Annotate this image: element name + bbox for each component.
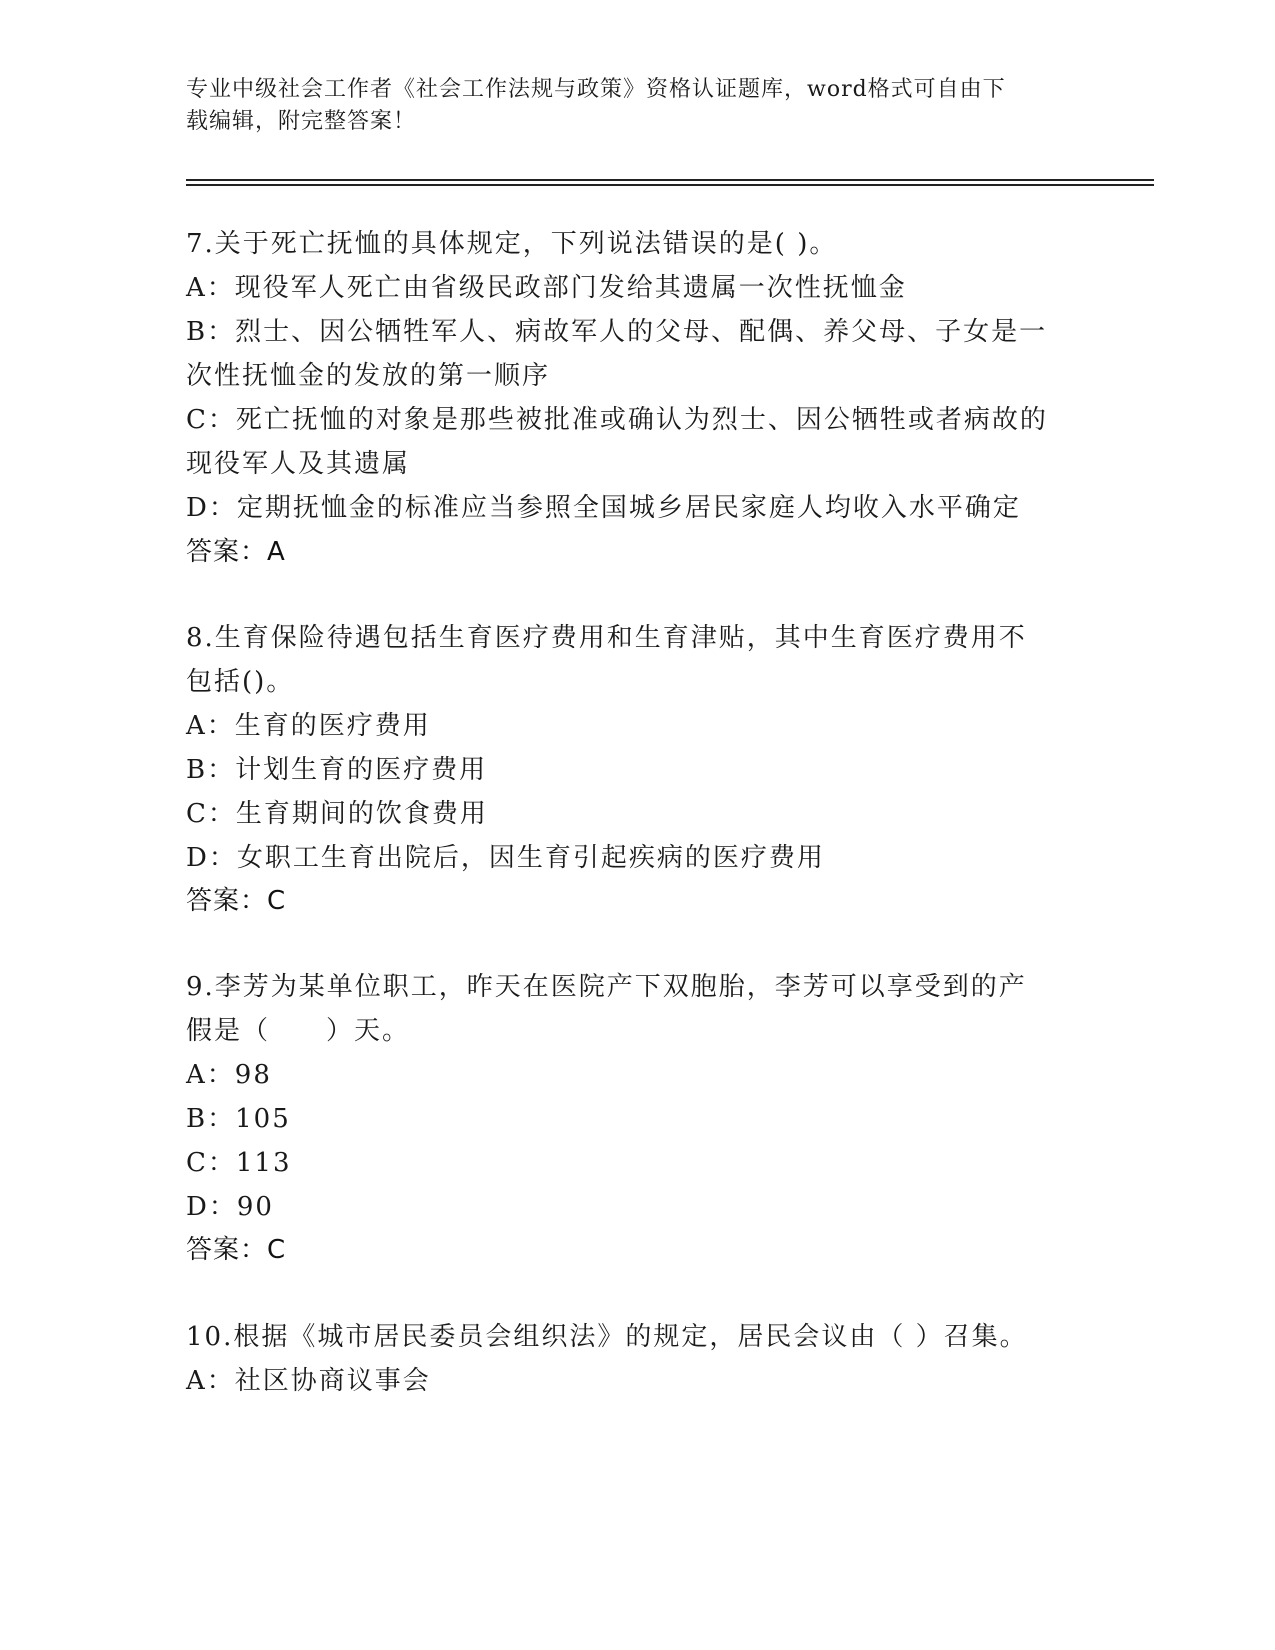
header-line-2: 载编辑，附完整答案！ xyxy=(186,109,417,134)
question-7-option-b-cont: 次性抚恤金的发放的第一顺序 xyxy=(186,361,551,391)
question-7-option-c: C：死亡抚恤的对象是那些被批准或确认为烈士、因公牺牲或者病故的 xyxy=(186,405,1048,435)
header-divider-bottom xyxy=(186,184,1154,186)
question-9-option-c: C：113 xyxy=(186,1148,292,1178)
question-9-stem: 9.李芳为某单位职工，昨天在医院产下双胞胎，李芳可以享受到的产 xyxy=(186,972,1027,1002)
question-9-option-d: D：90 xyxy=(186,1192,274,1222)
question-9-option-b: B：105 xyxy=(186,1104,291,1134)
document-header xyxy=(186,74,1086,138)
question-7-stem: 7.关于死亡抚恤的具体规定，下列说法错误的是( )。 xyxy=(186,229,838,259)
question-9-option-a: A：98 xyxy=(186,1060,272,1090)
header-divider-top xyxy=(186,179,1154,181)
question-8-option-d: D：女职工生育出院后，因生育引起疾病的医疗费用 xyxy=(186,843,825,873)
question-8-stem-cont: 包括()。 xyxy=(186,667,295,697)
question-7-option-d: D：定期抚恤金的标准应当参照全国城乡居民家庭人均收入水平确定 xyxy=(186,493,1021,523)
question-9-stem-cont: 假是（ ）天。 xyxy=(186,1016,411,1046)
question-10-stem: 10.根据《城市居民委员会组织法》的规定，居民会议由（ ）召集。 xyxy=(186,1322,1028,1352)
question-8-option-c: C：生育期间的饮食费用 xyxy=(186,799,488,829)
question-7-option-c-cont: 现役军人及其遗属 xyxy=(186,449,411,479)
question-8-option-b: B：计划生育的医疗费用 xyxy=(186,755,488,785)
question-8-option-a: A：生育的医疗费用 xyxy=(186,711,431,741)
question-10-option-a: A：社区协商议事会 xyxy=(186,1366,431,1396)
question-7-option-b: B：烈士、因公牺牲军人、病故军人的父母、配偶、养父母、子女是一 xyxy=(186,317,1048,347)
question-8-answer: 答案：C xyxy=(186,886,287,916)
question-8-stem: 8.生育保险待遇包括生育医疗费用和生育津贴，其中生育医疗费用不 xyxy=(186,623,1027,653)
question-9-answer: 答案：C xyxy=(186,1235,287,1265)
question-7-answer: 答案：A xyxy=(186,537,286,567)
header-line-1: 专业中级社会工作者《社会工作法规与政策》资格认证题库，word格式可自由下 xyxy=(186,77,1006,102)
question-7-option-a: A：现役军人死亡由省级民政部门发给其遗属一次性抚恤金 xyxy=(186,273,907,303)
